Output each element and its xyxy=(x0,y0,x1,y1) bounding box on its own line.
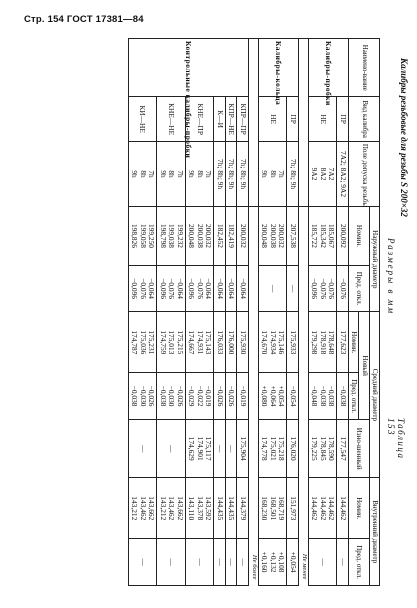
middle-nominal-cell-value: 174,931 xyxy=(195,330,205,355)
outer-nominal-cell-value: 199,058 xyxy=(138,223,148,248)
outer-nominal-cell-value: 200,038 xyxy=(268,223,278,248)
table-row xyxy=(287,39,299,586)
outer-deviation-cell xyxy=(225,265,237,312)
outer-nominal-cell-value: 199,038 xyxy=(167,223,177,248)
outer-deviation-cell-value: −0,076 xyxy=(195,278,205,299)
inner-deviation-cell-value: — xyxy=(195,558,205,566)
middle-nominal-header: Номин. xyxy=(348,312,358,373)
note-row xyxy=(249,39,259,586)
inner-deviation-cell-value: — xyxy=(239,558,248,566)
middle-deviation-cell-value: −0,029 xyxy=(187,385,197,407)
page-header: Стр. 154 ГОСТ 17381—84 xyxy=(24,14,144,25)
kind-cell: КПР—ПР xyxy=(237,97,249,141)
inner-nominal-cell xyxy=(308,478,337,539)
outer-deviation-cell xyxy=(157,265,186,312)
outer-nominal-cell xyxy=(337,207,349,265)
worn-cell xyxy=(225,419,237,477)
limit-note: Не более xyxy=(249,207,259,586)
outer-nominal-cell-value: 198,826 xyxy=(130,223,140,248)
middle-deviation-cell-value: +0,064 xyxy=(268,385,278,407)
tolerance-cell xyxy=(287,141,299,206)
outer-nominal-cell-value: 199,250 xyxy=(147,223,157,248)
outer-nominal-cell-value: 200,048 xyxy=(260,223,270,248)
middle-nominal-cell-value: 177,623 xyxy=(338,330,348,355)
middle-nominal-cell-value: 178,648 xyxy=(327,330,337,355)
inner-nominal-cell-value: 143,212 xyxy=(130,496,140,521)
outer-deviation-cell xyxy=(308,265,337,312)
inner-nominal-cell-value: 143,212 xyxy=(158,496,168,521)
inner-nominal-cell xyxy=(214,478,226,539)
tolerance-cell-value: 8h xyxy=(167,170,177,178)
worn-cell xyxy=(287,419,299,477)
outer-deviation-cell xyxy=(337,265,349,312)
tolerance-cell-value: 7h; 8h; 9h xyxy=(227,159,237,190)
middle-nominal-cell-value: 174,934 xyxy=(268,330,278,355)
group-label: Калибры-кольца xyxy=(258,39,298,97)
middle-nominal-cell-value: 174,787 xyxy=(130,330,140,355)
tolerance-cell-value: 9h xyxy=(158,170,168,178)
outer-nominal-cell-value: 200,032 xyxy=(239,223,248,248)
tolerance-cell-value: 9А2 xyxy=(310,167,320,181)
outer-deviation-cell-value: −0,096 xyxy=(130,278,140,299)
table-row xyxy=(308,39,337,586)
middle-nominal-cell-value: 174,667 xyxy=(187,330,197,355)
table-row xyxy=(214,39,226,586)
worn-cell-value: — xyxy=(138,444,148,453)
outer-deviation-cell xyxy=(128,265,157,312)
middle-nominal-cell xyxy=(225,312,237,373)
table-row xyxy=(157,39,186,586)
middle-deviation-cell-value: −0,048 xyxy=(310,385,320,407)
outer-deviation-header: Пред. откл. xyxy=(348,265,369,312)
middle-deviation-cell-value: −0,038 xyxy=(327,385,337,407)
inner-deviation-cell-value: — xyxy=(338,558,348,566)
outer-deviation-cell-value: — xyxy=(268,284,278,293)
middle-diameter-header: Средний диаметр xyxy=(369,312,379,478)
middle-nominal-cell xyxy=(258,312,287,373)
middle-nominal-cell-value: 175,143 xyxy=(204,330,214,355)
inner-nominal-cell-value: 144,462 xyxy=(338,496,348,521)
inner-deviation-cell-value: +0,132 xyxy=(268,551,278,573)
tolerance-cell-value: 7h xyxy=(147,170,157,178)
inner-nominal-cell-value: 143,378 xyxy=(195,496,205,521)
inner-nominal-cell xyxy=(237,478,249,539)
middle-nominal-cell xyxy=(214,312,226,373)
middle-deviation-cell xyxy=(185,373,214,420)
middle-deviation-cell-value: +0,080 xyxy=(260,385,270,407)
outer-nominal-cell-value: 182,419 xyxy=(227,223,237,248)
table-row xyxy=(258,39,287,586)
outer-deviation-cell-value: −0,064 xyxy=(215,278,225,299)
outer-deviation-cell-value: −0,096 xyxy=(158,278,168,299)
tolerance-cell xyxy=(237,141,249,206)
middle-deviation-cell-value: −0,030 xyxy=(138,385,148,407)
worn-cell-value: 178,845 xyxy=(318,436,328,461)
middle-nominal-cell xyxy=(287,312,299,373)
tolerance-cell xyxy=(128,141,157,206)
middle-nominal-cell-value: 175,933 xyxy=(288,330,298,355)
tolerance-cell-value: 8А2 xyxy=(318,167,328,181)
worn-cell-value: 174,629 xyxy=(187,436,197,461)
outer-deviation-cell-value: −0,076 xyxy=(138,278,148,299)
middle-nominal-cell-value: 174,759 xyxy=(158,330,168,355)
middle-deviation-cell-value: −0,038 xyxy=(158,385,168,407)
middle-deviation-cell-value: −0,030 xyxy=(167,385,177,407)
table-row xyxy=(225,39,237,586)
worn-cell xyxy=(237,419,249,477)
tolerance-cell xyxy=(225,141,237,206)
middle-deviation-cell-value: −0,026 xyxy=(147,385,157,407)
middle-nominal-cell-value: 174,670 xyxy=(260,330,270,355)
table-number: Таблица 153 xyxy=(386,418,406,460)
outer-nominal-cell-value: 200,038 xyxy=(195,223,205,248)
table-subtitle: Размеры в мм xyxy=(386,238,396,316)
worn-cell-value: 175,117 xyxy=(204,436,214,461)
tolerance-cell-value: 7h; 8h; 9h xyxy=(239,159,248,190)
kind-cell: КНЕ—ПР xyxy=(185,97,214,141)
gauge-table xyxy=(128,38,380,586)
outer-nominal-cell xyxy=(185,207,214,265)
middle-deviation-cell xyxy=(214,373,226,420)
inner-nominal-cell-value: 151,973 xyxy=(288,496,298,521)
tolerance-cell-value: 7h xyxy=(204,170,214,178)
new-header: Новый xyxy=(359,312,369,420)
worn-cell-value: — xyxy=(167,444,177,453)
worn-cell-value: 175,904 xyxy=(239,436,248,461)
middle-nominal-cell-value: 176,033 xyxy=(215,330,225,355)
inner-nominal-cell-value: 144,462 xyxy=(310,496,320,521)
table-row xyxy=(237,39,249,586)
inner-deviation-cell-value: — xyxy=(215,558,225,566)
middle-deviation-cell-value: −0,019 xyxy=(239,385,248,407)
outer-nominal-cell-value: 198,798 xyxy=(158,223,168,248)
middle-deviation-header: Пред. откл. xyxy=(348,373,358,420)
outer-nominal-cell xyxy=(287,207,299,265)
inner-deviation-cell xyxy=(225,539,237,586)
table-row xyxy=(128,39,157,586)
table-title: Калибры резьбовые для резьбы S 200×32 xyxy=(399,58,409,217)
middle-nominal-cell xyxy=(237,312,249,373)
tolerance-cell-value: 8h xyxy=(138,170,148,178)
outer-deviation-cell-value: −0,064 xyxy=(239,278,248,299)
tolerance-cell-value: 9h xyxy=(187,170,197,178)
outer-nominal-header: Номин. xyxy=(348,207,369,265)
inner-nominal-cell-value: 144,379 xyxy=(239,496,248,521)
table-row xyxy=(337,39,349,586)
note-spacer xyxy=(298,39,308,207)
outer-nominal-cell-value: 207,538 xyxy=(288,223,298,248)
outer-nominal-cell-value: 200,092 xyxy=(338,223,348,248)
middle-nominal-cell xyxy=(337,312,349,373)
middle-deviation-cell xyxy=(157,373,186,420)
middle-nominal-cell-value: 175,215 xyxy=(175,330,185,355)
middle-nominal-cell xyxy=(308,312,337,373)
tolerance-cell-value: 8h xyxy=(268,170,278,178)
middle-nominal-cell-value: 178,918 xyxy=(318,330,328,355)
tolerance-header: Поле допуска резьбы xyxy=(348,141,379,206)
inner-diameter-header: Внутренний диаметр xyxy=(369,478,379,586)
kind-cell: ПР xyxy=(287,97,299,141)
outer-deviation-cell-value: −0,064 xyxy=(227,278,237,299)
middle-nominal-cell-value: 175,036 xyxy=(138,330,148,355)
group-label: Контрольные калибры-пробки xyxy=(128,39,248,97)
middle-deviation-cell-value: −0,022 xyxy=(195,385,205,407)
inner-nominal-cell-value: 143,462 xyxy=(167,496,177,521)
middle-deviation-cell-value: −0,026 xyxy=(175,385,185,407)
middle-deviation-cell xyxy=(308,373,337,420)
inner-deviation-cell xyxy=(337,539,349,586)
kind-cell: НЕ xyxy=(308,97,337,141)
inner-nominal-cell xyxy=(185,478,214,539)
outer-deviation-cell-value: −0,076 xyxy=(327,278,337,299)
kind-cell: НЕ xyxy=(258,97,287,141)
worn-cell xyxy=(308,419,337,477)
worn-cell-value: 175,218 xyxy=(277,436,287,461)
outer-nominal-cell-value: 185,722 xyxy=(310,223,320,248)
inner-deviation-cell-value: — xyxy=(318,558,328,566)
tolerance-cell xyxy=(258,141,287,206)
worn-cell xyxy=(157,419,186,477)
worn-cell-value: 176,020 xyxy=(288,436,298,461)
inner-deviation-header: Пред. откл. xyxy=(348,539,369,586)
middle-deviation-cell-value: −0,038 xyxy=(130,385,140,407)
outer-nominal-cell xyxy=(128,207,157,265)
inner-nominal-cell-value: 168,719 xyxy=(277,496,287,521)
tolerance-cell-value: 7А2 xyxy=(327,167,337,181)
outer-deviation-cell-value: −0,064 xyxy=(147,278,157,299)
worn-cell-value: 177,547 xyxy=(338,436,348,461)
middle-deviation-cell xyxy=(337,373,349,420)
inner-nominal-cell xyxy=(157,478,186,539)
inner-nominal-cell-value: 144,462 xyxy=(318,496,328,521)
outer-deviation-cell-value: −0,076 xyxy=(318,278,328,299)
worn-cell-value: — xyxy=(227,444,237,453)
tolerance-cell xyxy=(337,141,349,206)
outer-deviation-cell xyxy=(185,265,214,312)
outer-deviation-cell xyxy=(237,265,249,312)
inner-deviation-cell xyxy=(287,539,299,586)
inner-nominal-cell-value: 168,501 xyxy=(268,496,278,521)
tolerance-cell-value: 9h xyxy=(260,170,270,178)
worn-cell-value: 179,225 xyxy=(310,436,320,461)
inner-deviation-cell xyxy=(237,539,249,586)
middle-nominal-cell-value: 179,298 xyxy=(310,330,320,355)
outer-nominal-cell-value: 200,032 xyxy=(204,223,214,248)
outer-nominal-cell-value: 199,232 xyxy=(175,223,185,248)
inner-nominal-cell-value: 144,462 xyxy=(327,496,337,521)
worn-cell xyxy=(258,419,287,477)
tolerance-cell-value: 8h xyxy=(195,170,205,178)
middle-deviation-cell-value: −0,026 xyxy=(215,385,225,407)
tolerance-cell xyxy=(157,141,186,206)
inner-nominal-cell-value: 143,662 xyxy=(147,496,157,521)
middle-nominal-cell-value: 175,013 xyxy=(167,330,177,355)
worn-cell xyxy=(185,419,214,477)
middle-deviation-cell xyxy=(128,373,157,420)
kind-cell: КПР—НЕ xyxy=(225,97,237,141)
inner-deviation-cell xyxy=(128,539,157,586)
limit-note: Не менее xyxy=(298,207,308,586)
middle-deviation-cell xyxy=(237,373,249,420)
inner-nominal-cell-value: 144,435 xyxy=(215,496,225,521)
outer-nominal-cell xyxy=(237,207,249,265)
group-label: Калибры-пробки xyxy=(308,39,348,97)
middle-deviation-cell-value: −0,019 xyxy=(204,385,214,407)
outer-deviation-cell-value: — xyxy=(288,284,298,293)
middle-deviation-cell xyxy=(258,373,287,420)
outer-deviation-cell-value: −0,096 xyxy=(310,278,320,299)
inner-nominal-header: Номин. xyxy=(348,478,369,539)
outer-nominal-cell xyxy=(157,207,186,265)
outer-nominal-cell-value: 200,048 xyxy=(187,223,197,248)
inner-nominal-cell-value: 143,110 xyxy=(187,496,197,521)
inner-nominal-cell xyxy=(337,478,349,539)
outer-nominal-cell-value: 185,067 xyxy=(327,223,337,248)
kind-cell: ПР xyxy=(337,97,349,141)
middle-deviation-cell-value: +0,054 xyxy=(277,385,287,407)
middle-deviation-cell xyxy=(287,373,299,420)
tolerance-cell-value: 9h xyxy=(130,170,140,178)
worn-cell-value: 174,778 xyxy=(260,436,270,461)
outer-nominal-cell xyxy=(308,207,337,265)
outer-nominal-cell-value: 200,032 xyxy=(277,223,287,248)
worn-cell-value: — xyxy=(215,444,225,453)
inner-deviation-cell xyxy=(185,539,214,586)
kind-header: Вид калибра xyxy=(348,97,379,141)
inner-nominal-cell-value: 143,662 xyxy=(175,496,185,521)
inner-deviation-cell-value: — xyxy=(167,558,177,566)
inner-deviation-cell xyxy=(258,539,287,586)
inner-deviation-cell xyxy=(157,539,186,586)
inner-nominal-cell-value: 143,592 xyxy=(204,496,214,521)
tolerance-cell-value: 7h xyxy=(175,170,185,178)
worn-cell-value: 174,901 xyxy=(195,436,205,461)
inner-deviation-cell xyxy=(308,539,337,586)
kind-cell: КИ—НЕ xyxy=(128,97,157,141)
outer-deviation-cell-value: −0,064 xyxy=(175,278,185,299)
middle-deviation-cell-value: −0,054 xyxy=(288,385,298,407)
inner-deviation-cell-value: — xyxy=(138,558,148,566)
outer-deviation-cell-value: −0,064 xyxy=(204,278,214,299)
outer-deviation-cell-value: −0,076 xyxy=(338,278,348,299)
tolerance-cell-value: 7h; 8h; 9h xyxy=(288,159,298,190)
tolerance-cell xyxy=(308,141,337,206)
kind-cell: КНЕ—НЕ xyxy=(157,97,186,141)
tolerance-cell xyxy=(214,141,226,206)
note-row xyxy=(298,39,308,586)
tolerance-cell-value: 7А2; 8А2; 9А2 xyxy=(338,151,348,198)
outer-nominal-cell-value: 182,452 xyxy=(215,223,225,248)
middle-nominal-cell xyxy=(157,312,186,373)
inner-deviation-cell-value: — xyxy=(227,558,237,566)
tolerance-cell-value: 7h xyxy=(277,170,287,178)
inner-nominal-cell-value: 143,462 xyxy=(138,496,148,521)
worn-cell xyxy=(214,419,226,477)
outer-deviation-cell xyxy=(287,265,299,312)
middle-nominal-cell-value: 175,231 xyxy=(147,330,157,355)
middle-nominal-cell-value: 175,930 xyxy=(239,330,248,355)
outer-diameter-header: Наружный диаметр xyxy=(369,207,379,312)
worn-header: Изно-шенный xyxy=(348,419,369,477)
inner-nominal-cell-value: 144,435 xyxy=(227,496,237,521)
inner-nominal-cell-value: 168,230 xyxy=(260,496,270,521)
inner-nominal-cell xyxy=(128,478,157,539)
inner-deviation-cell-value: +0,054 xyxy=(288,551,298,573)
note-spacer xyxy=(249,39,259,207)
inner-nominal-cell xyxy=(287,478,299,539)
middle-deviation-cell-value: −0,026 xyxy=(227,385,237,407)
outer-nominal-cell xyxy=(214,207,226,265)
tolerance-cell-value: 7h; 8h; 9h xyxy=(215,159,225,190)
inner-nominal-cell xyxy=(258,478,287,539)
purpose-header: Наимено-вание xyxy=(348,39,379,97)
middle-deviation-cell-value: −0,038 xyxy=(338,385,348,407)
inner-deviation-cell xyxy=(214,539,226,586)
middle-deviation-cell-value: −0,038 xyxy=(318,385,328,407)
worn-cell-value: 178,590 xyxy=(327,436,337,461)
middle-nominal-cell xyxy=(128,312,157,373)
inner-deviation-cell-value: +0,108 xyxy=(277,551,287,573)
outer-nominal-cell-value: 185,342 xyxy=(318,223,328,248)
middle-nominal-cell-value: 175,146 xyxy=(277,330,287,355)
outer-nominal-cell xyxy=(258,207,287,265)
middle-nominal-cell-value: 176,000 xyxy=(227,330,237,355)
kind-cell: К—И xyxy=(214,97,226,141)
worn-cell-value: 175,021 xyxy=(268,436,278,461)
outer-deviation-cell-value: −0,076 xyxy=(167,278,177,299)
inner-deviation-cell-value: +0,160 xyxy=(260,551,270,573)
worn-cell xyxy=(128,419,157,477)
outer-deviation-cell xyxy=(258,265,287,312)
middle-deviation-cell xyxy=(225,373,237,420)
outer-deviation-cell-value: −0,096 xyxy=(187,278,197,299)
worn-cell xyxy=(337,419,349,477)
inner-nominal-cell xyxy=(225,478,237,539)
middle-nominal-cell xyxy=(185,312,214,373)
outer-deviation-cell xyxy=(214,265,226,312)
outer-nominal-cell xyxy=(225,207,237,265)
